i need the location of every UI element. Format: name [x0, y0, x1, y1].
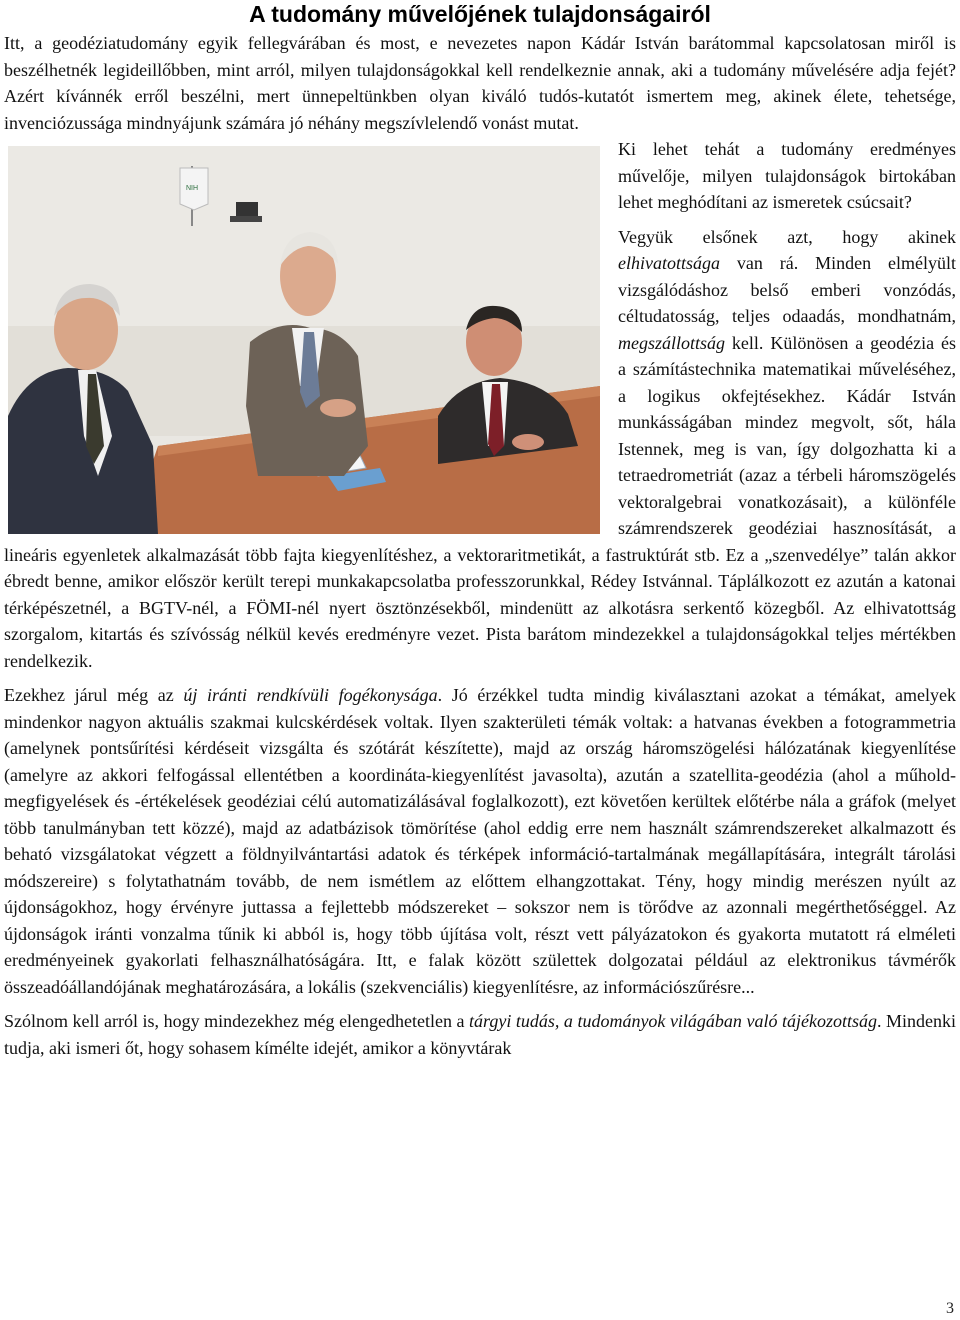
photo-three-men-at-table: [8, 146, 600, 534]
paragraph-question: Ki lehet tehát a tudomány eredményes művelője, milyen tulajdonságok birtokában lehet meghódítani az ismeretek csúcsait?: [618, 139, 956, 212]
p3-text-e: kell. Különösen a geodézia és a számítástechnika matematikai műveléséhez, a logikus okfejtésekhez. Kádár István munkásságában mindez megvolt, sőt, hála Istennek, meg is van, így dolgozhatta ki a tetraedrometriát (azaz a térbeli háromszögelés vektoralgebrai vonatkozásait), a különféle számrendszerek geodéziai hasznosítását, a lineáris egyenletek alkalmazását több fajta kiegyenlítéshez, a vektoraritmetikát, a fastruktúrát stb. Ez a „szenvedélye” talán akkor ébredt benne, amikor először került terepi munkakapcsolatba professzorunkkal, Rédey Istvánnal. Táplálkozott ez azután a katonai térképészetnél, a BGTV-nél, a FÖMI-nél nyert ösztönzésekből, mindenütt az alkotásra serkentő közegből. Az elhivatottság szorgalom, kitartás és szívósság nélkül kevés eredményre vezet. Pista barátom mindezekkel a tulajdonságokkal teljes mértékben rendelkezik.: [4, 332, 956, 671]
p4-emph-novelty: új iránti rendkívüli fogékonysága: [183, 685, 438, 705]
p4-text-a: Ezekhez járul még az: [4, 685, 184, 705]
flag-text: NIH: [186, 185, 199, 192]
document-page: [4, 0, 956, 1061]
p3-emph-obsession: megszállottság: [618, 332, 726, 353]
p3-text-c: van rá. Minden elmélyült vizsgálódáshoz belső emberi vonzódás, céltudatosság, teljes odaadás, mondhatnám,: [618, 253, 956, 326]
page-title: A tudomány művelőjének tulajdonságairól: [249, 1, 711, 27]
paragraph-knowledge: [4, 1008, 956, 1061]
p3-emph-calling: elhivatottsága: [618, 253, 720, 273]
paragraph-intro: Itt, a geodéziatudomány egyik fellegvárában és most, e nevezetes napon Kádár István barátommal kapcsolatosan miről is beszélhetnék legideillőbben, mint arról, milyen tulajdonságokkal kell rendelkeznie annak, aki a tudomány művelésére adja fejét? Azért kívánnék erről beszélni, mert ünnepeltünkben olyan kiváló tudós-kutatót ismertem meg, akinek élete, tehetsége, invenciózussága mindnyájunk számára jó néhány megszívlelendő vonást mutat.: [4, 33, 956, 133]
page-number: 3: [946, 1300, 954, 1317]
paragraph-novelty: [4, 682, 956, 1000]
p3-text-a: Vegyük elsőnek azt, hogy akinek: [618, 226, 956, 247]
p5-text-c: . Mindenki tudja, aki ismeri őt, hogy sohasem kímélte idejét, amikor a könyvtárak: [4, 1011, 956, 1058]
p4-text-c: . Jó érzékkel tudta mindig kiválasztani azokat a témákat, amelyek mindenkor nagyon aktuális szakmai kulcskérdések voltak. Ilyen szakterületi témák voltak: a hatvanas években a fotogrammetria (amelynek pontsűrítési kérdéseit vizsgálta és szótárát készítette), majd az ország háromszögelési hálózatának kiegyenlítése (amelyre az akkori felfogással ellentétben a koordináta-kiegyenlítést javasolta), azután a szatellita-geodézia (ahol a műhold-megfigyelések és -értékelések geodéziai célú automatizálásával foglalkozott), ezt követően kerültek előtérbe nála a gráfok (melyet több tanulmányban tett közzé), majd az adatbázisok tömörítése (ahol eddig erre nem használt számrendszereket alkalmazott és beható vizsgálatokat végzett a földnyilvántartási adatok és térképek információ-tartalmának megállapítására, integrált tárolási módszereire) s folytathatnám tovább, de nem ismétlem az előttem elhangzottakat. Tény, hogy mindig merészen nyúlt az újdonságokhoz, hogy érvényre juttassa a fejlettebb módszereket – sokszor nem is törődve az azonnali megérthetőséggel. Az újdonságok iránti vonzalma tűnik ki abból is, hogy több újítása volt, részt vett pályázatokon és gyakorta mutatott rá elméleti eredményeinek gyakorlati felhasználhatóságára. Itt, e falak között születtek dolgozatai például az elektronikus távmérők összeadóállandójának meghatározására, a lokális (szekvenciális) kiegyenlítésre, az információszűrésre...: [4, 685, 957, 997]
p5-emph-knowledge: tárgyi tudás, a tudományok világában való tájékozottság: [469, 1011, 877, 1031]
p5-text-a: Szólnom kell arról is, hogy mindezekhez még elengedhetetlen a: [4, 1011, 470, 1031]
